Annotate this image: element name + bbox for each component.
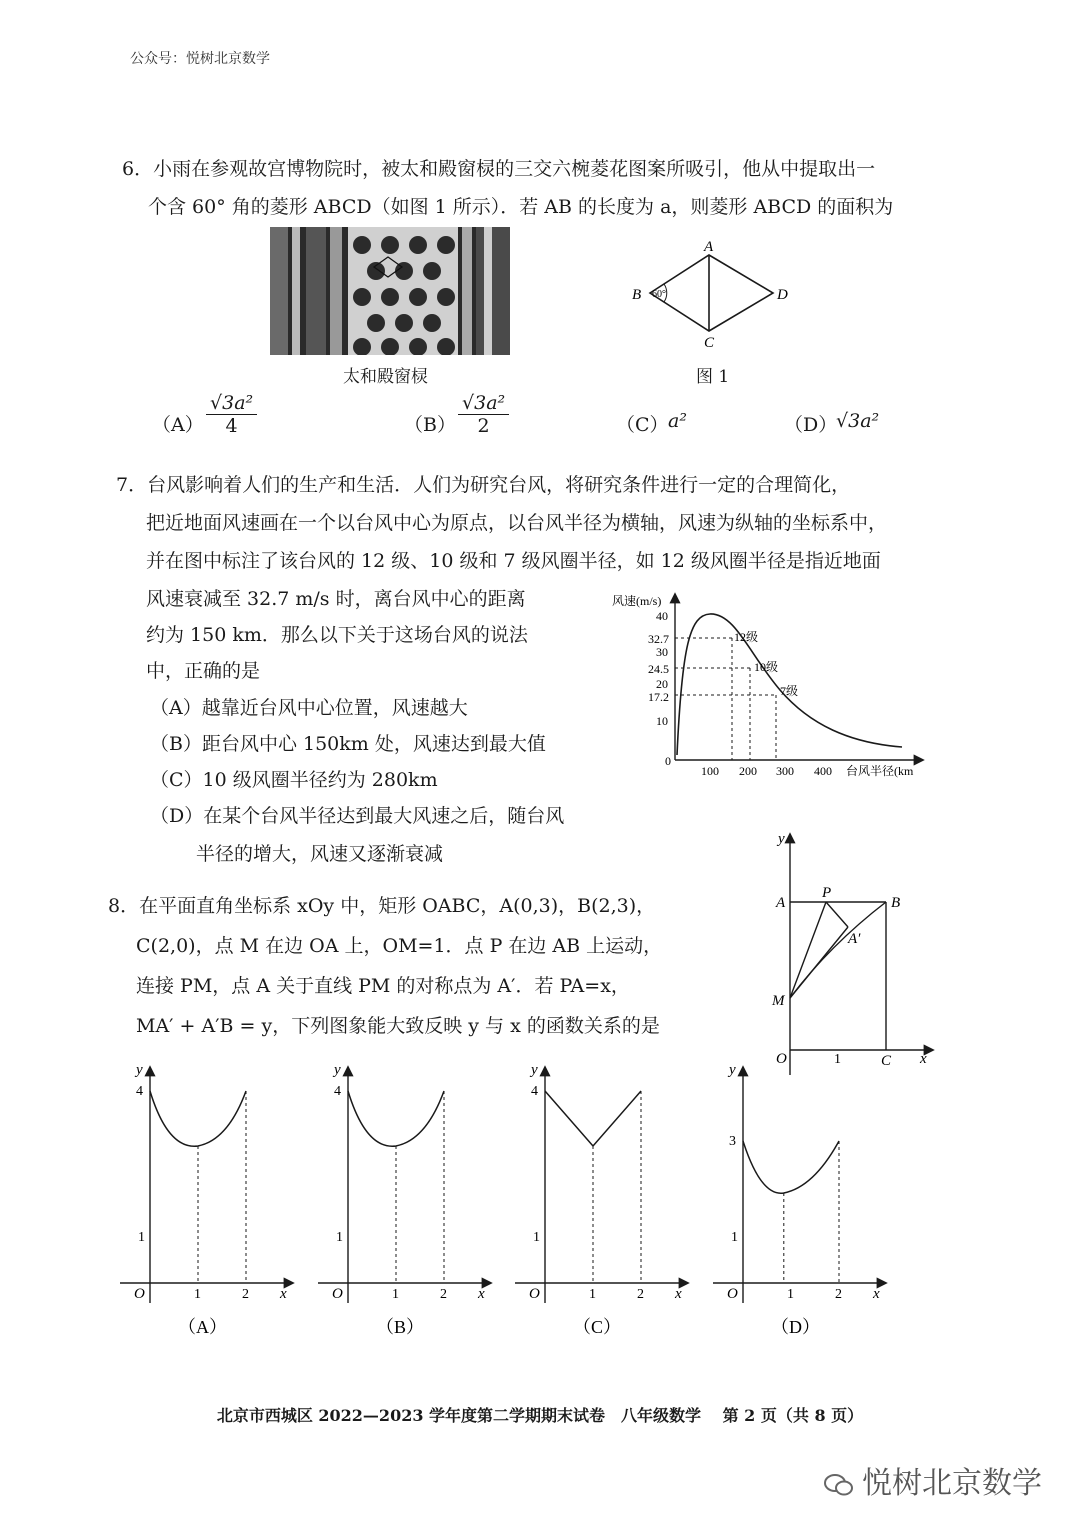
figure-1-caption: 图 1 bbox=[696, 367, 730, 387]
graph-option-label: （D） bbox=[771, 1317, 820, 1337]
q8-text-line4: MA′ + A′B = y，下列图象能大致反映 y 与 x 的函数关系的是 bbox=[136, 1015, 660, 1037]
vertex-label-b: B bbox=[632, 287, 642, 303]
q7-text-line5: 约为 150 km．那么以下关于这场台风的说法 bbox=[146, 624, 528, 646]
graph-y-label: y bbox=[729, 1062, 736, 1078]
typhoon-wind-chart bbox=[610, 585, 930, 785]
answer-graph-b bbox=[318, 1058, 498, 1348]
chart-x-tick-400: 400 bbox=[814, 764, 832, 778]
graph-x-two-tick: 2 bbox=[242, 1287, 249, 1302]
chart-level-7: 7级 bbox=[780, 684, 799, 698]
fig8-point-a: A bbox=[776, 895, 786, 911]
q7-text-line6: 中，正确的是 bbox=[146, 660, 261, 682]
q7-option-c: （C）10 级风圈半径约为 280km bbox=[150, 769, 438, 791]
chart-y-tick-20: 20 bbox=[656, 677, 668, 691]
graph-y-one-tick: 1 bbox=[533, 1230, 540, 1245]
wechat-icon bbox=[824, 1473, 854, 1497]
graph-y-one-tick: 1 bbox=[336, 1230, 343, 1245]
chart-y-tick-24-5: 24.5 bbox=[648, 662, 669, 676]
chart-level-12: 12级 bbox=[734, 630, 759, 644]
graph-x-two-tick: 2 bbox=[637, 1287, 644, 1302]
q7-option-d-line2: 半径的增大，风速又逐渐衰减 bbox=[196, 843, 444, 865]
graph-x-label: x bbox=[873, 1286, 880, 1302]
chart-y-axis-label: 风速(m/s) bbox=[612, 594, 662, 608]
q7-text-line1: 7．台风影响着人们的生产和生活．人们为研究台风，将研究条件进行一定的合理简化， bbox=[116, 474, 851, 496]
q6-option-b-label: （B） bbox=[404, 414, 456, 436]
q6-option-a-label: （A） bbox=[152, 414, 204, 436]
graph-x-one-tick: 1 bbox=[589, 1287, 596, 1302]
fig8-point-c: C bbox=[881, 1053, 892, 1069]
q6-option-b-fraction bbox=[458, 392, 509, 437]
window-lattice-photo bbox=[270, 227, 510, 355]
wechat-watermark bbox=[824, 1458, 1042, 1502]
chart-y-tick-40: 40 bbox=[656, 609, 668, 623]
graph-origin: O bbox=[529, 1286, 540, 1302]
q7-option-d-line1: （D）在某个台风半径达到最大风速之后，随台风 bbox=[150, 805, 565, 827]
q7-text-line4: 风速衰减至 32.7 m/s 时，离台风中心的距离 bbox=[146, 588, 526, 610]
graph-x-one-tick: 1 bbox=[392, 1287, 399, 1302]
chart-x-axis-label: 台风半径(km bbox=[846, 764, 914, 778]
q6-option-b-denominator: 2 bbox=[477, 415, 490, 437]
q6-option-d-value: √3a² bbox=[836, 410, 880, 432]
q6-option-a-denominator: 4 bbox=[225, 415, 238, 437]
q8-text-line2: C(2,0)，点 M 在边 OA 上，OM=1．点 P 在边 AB 上运动， bbox=[136, 935, 663, 957]
q8-text-line1: 8．在平面直角坐标系 xOy 中，矩形 OABC，A(0,3)，B(2,3)， bbox=[108, 895, 656, 917]
graph-x-two-tick: 2 bbox=[440, 1287, 447, 1302]
graph-y-one-tick: 1 bbox=[731, 1230, 738, 1245]
answer-graph-c bbox=[515, 1058, 695, 1348]
graph-x-label: x bbox=[675, 1286, 682, 1302]
q6-text-line2: 个含 60° 角的菱形 ABCD（如图 1 所示）．若 AB 的长度为 a，则菱形 ABCD 的面积为 bbox=[148, 196, 894, 218]
photo-caption: 太和殿窗棂 bbox=[343, 367, 428, 387]
chart-y-tick-32-7: 32.7 bbox=[648, 632, 669, 646]
graph-x-one-tick: 1 bbox=[787, 1287, 794, 1302]
graph-y-top-tick: 4 bbox=[136, 1084, 143, 1099]
fig8-point-m: M bbox=[772, 993, 785, 1009]
chart-x-tick-200: 200 bbox=[739, 764, 757, 778]
graph-y-label: y bbox=[136, 1062, 143, 1078]
graph-y-top-tick: 3 bbox=[729, 1134, 736, 1149]
wechat-name: 悦树北京数学 bbox=[862, 1466, 1042, 1501]
chart-y-tick-10: 10 bbox=[656, 714, 668, 728]
fig8-point-a-prime: A′ bbox=[848, 931, 861, 947]
graph-y-label: y bbox=[334, 1062, 341, 1078]
fig8-x-label: x bbox=[920, 1051, 927, 1067]
graph-option-label: （A） bbox=[178, 1317, 227, 1337]
answer-graph-d bbox=[713, 1058, 893, 1348]
vertex-label-a: A bbox=[704, 239, 714, 255]
account-header: 公众号：悦树北京数学 bbox=[130, 51, 270, 67]
graph-x-label: x bbox=[280, 1286, 287, 1302]
rectangle-oabc-figure bbox=[760, 825, 940, 1075]
q6-option-c-label: （C） bbox=[616, 414, 669, 436]
q7-option-b: （B）距台风中心 150km 处，风速达到最大值 bbox=[150, 733, 546, 755]
angle-label: 60° bbox=[652, 289, 666, 300]
graph-origin: O bbox=[332, 1286, 343, 1302]
rhombus-figure bbox=[620, 235, 800, 350]
q8-text-line3: 连接 PM，点 A 关于直线 PM 的对称点为 A′．若 PA=x， bbox=[136, 975, 630, 997]
q7-option-a: （A）越靠近台风中心位置，风速越大 bbox=[150, 697, 468, 719]
graph-option-label: （C） bbox=[573, 1317, 622, 1337]
graph-y-label: y bbox=[531, 1062, 538, 1078]
answer-graph-a bbox=[120, 1058, 300, 1348]
chart-y-tick-17-2: 17.2 bbox=[648, 690, 669, 704]
chart-level-10: 10级 bbox=[754, 660, 779, 674]
vertex-label-c: C bbox=[704, 335, 715, 350]
graph-x-two-tick: 2 bbox=[835, 1287, 842, 1302]
chart-y-tick-30: 30 bbox=[656, 645, 668, 659]
graph-y-top-tick: 4 bbox=[334, 1084, 341, 1099]
q6-option-c-value: a² bbox=[668, 410, 687, 432]
q6-option-b-numerator: √3a² bbox=[458, 392, 509, 415]
fig8-y-label: y bbox=[778, 831, 785, 847]
graph-y-top-tick: 4 bbox=[531, 1084, 538, 1099]
graph-origin: O bbox=[134, 1286, 145, 1302]
q7-text-line2: 把近地面风速画在一个以台风中心为原点，以台风半径为横轴，风速为纵轴的坐标系中， bbox=[146, 512, 888, 534]
fig8-origin-label: O bbox=[776, 1051, 787, 1067]
graph-option-label: （B） bbox=[376, 1317, 425, 1337]
graph-origin: O bbox=[727, 1286, 738, 1302]
q6-text-line1: 6．小雨在参观故宫博物院时，被太和殿窗棂的三交六椀菱花图案所吸引，他从中提取出一 bbox=[122, 158, 876, 180]
graph-x-one-tick: 1 bbox=[194, 1287, 201, 1302]
q6-option-a-numerator: √3a² bbox=[206, 392, 257, 415]
graph-x-label: x bbox=[478, 1286, 485, 1302]
q6-option-d-label: （D） bbox=[784, 414, 838, 436]
fig8-point-p: P bbox=[822, 885, 832, 901]
page-footer: 北京市西城区 2022—2023 学年度第二学期期末试卷 八年级数学 第 2 页（共 8 页） bbox=[216, 1406, 864, 1425]
graph-y-one-tick: 1 bbox=[138, 1230, 145, 1245]
fig8-tick-1: 1 bbox=[834, 1052, 841, 1067]
vertex-label-d: D bbox=[777, 287, 788, 303]
fig8-point-b: B bbox=[891, 895, 901, 911]
chart-x-tick-300: 300 bbox=[776, 764, 794, 778]
chart-origin-label: 0 bbox=[665, 754, 671, 768]
q7-text-line3: 并在图中标注了该台风的 12 级、10 级和 7 级风圈半径，如 12 级风圈半径是指近地面 bbox=[146, 550, 881, 572]
q6-option-a-fraction bbox=[206, 392, 257, 437]
chart-x-tick-100: 100 bbox=[701, 764, 719, 778]
